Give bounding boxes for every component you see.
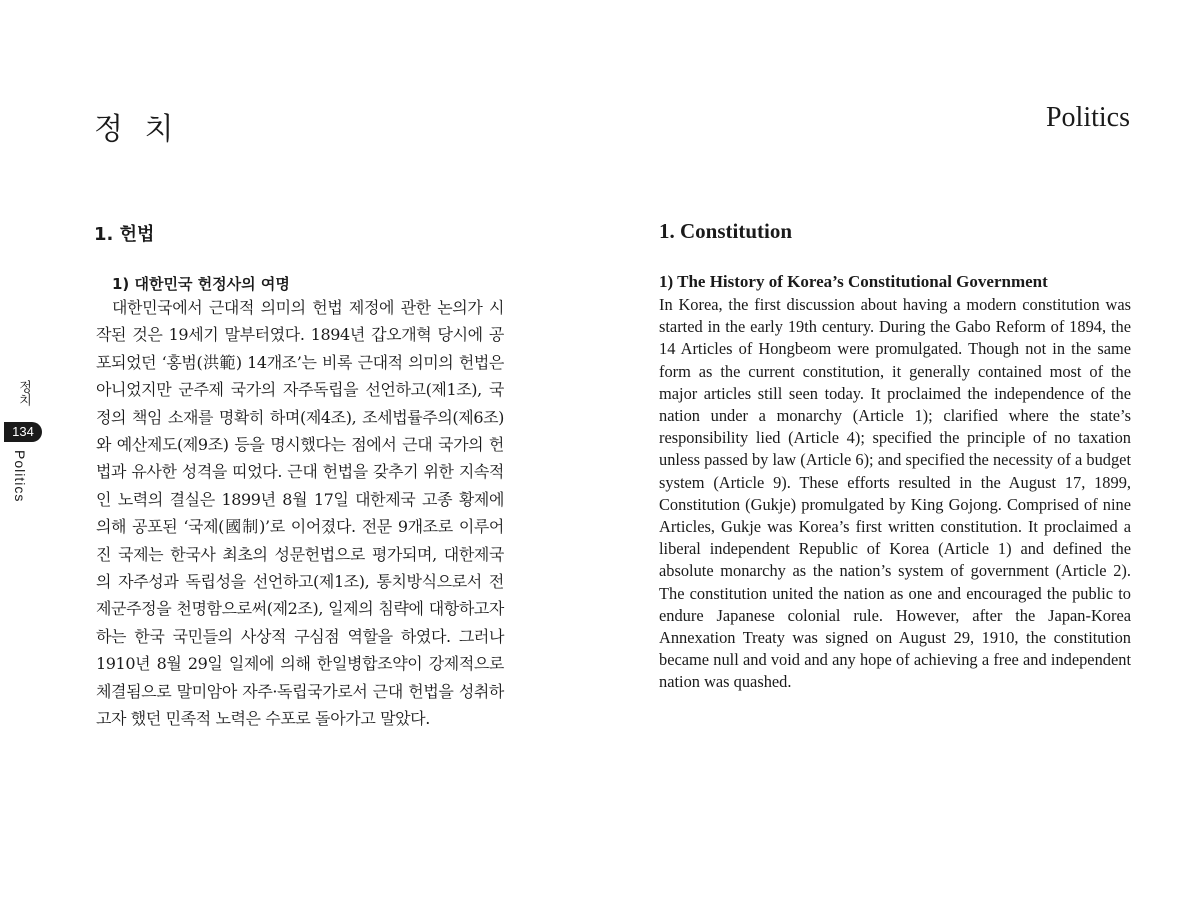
page-number: 134 xyxy=(4,422,42,442)
side-tab xyxy=(4,380,42,510)
korean-body-text: 대한민국에서 근대적 의미의 헌법 제정에 관한 논의가 시작된 것은 19세기 말부터였다. 1894년 갑오개혁 당시에 공포되었던 ‘홍범(洪範) 14개조’는 비록 근대적 의미의 헌법은 아니었지만 군주제 국가의 자주독립을 선언하고(제1조), 국정의 책임 소재를 명확히 하며(제4조), 조세법률주의(제6조)와 예산제도(제9조) 등을 명시했다는 점에서 근대 국가의 헌법과 유사한 성격을 띠었다. 근대 헌법을 갖추기 위한 지속적인 노력의 결실은 1899년 8월 17일 대한제국 고종 황제에 의해 공포된 ‘국제(國制)’로 이어졌다. 전문 9개조로 이루어진 국제는 한국사 최초의 성문헌법으로 평가되며, 대한제국의 자주성과 독립성을 선언하고(제1조), 통치방식으로서 전제군주정을 천명함으로써(제2조), 일제의 침략에 대항하고자 하는 한국 국민들의 사상적 구심점 역할을 하였다. 그러나 1910년 8월 29일 일제에 의해 한일병합조약이 강제적으로 체결됨으로 말미암아 자주·독립국가로서 근대 헌법을 성취하고자 했던 민족적 노력은 수포로 돌아가고 말았다. xyxy=(96,298,504,729)
korean-subsection-heading: 1) 대한민국 헌정사의 여명 xyxy=(112,275,290,293)
english-section-heading: 1. Constitution xyxy=(659,219,793,243)
english-page-title: Politics xyxy=(1045,102,1130,133)
korean-page-title: 정 치 xyxy=(94,112,180,147)
side-tab-english-label: Politics xyxy=(12,450,28,503)
english-body-text: In Korea, the first discussion about having a modern constitution was started in the early 19th century. During the Gabo Reform of 1894, the 14 Articles of Hongbeom were promulgated. Though not in the same form as the current constitution, it generally contained most of the major articles still seen today. It proclaimed the independence of the nation under a monarchy (Article 1); clarified where the state’s responsibility lied (Article 4); specified the principle of no taxation unless passed by law (Article 6); and specified the necessity of a budget system (Article 9). These efforts resulted in the August 17, 1899, Constitution (Gukje) promulgated by King Gojong. Comprised of nine Articles, Gukje was Korea’s first written constitution. It proclaimed a liberal independent Republic of Korea (Article 1) and defined the absolute monarchy as the nation’s system of government (Article 2). The constitution united the nation as one and encouraged the public to endure Japanese colonial rule. However, after the Japan-Korea Annexation Treaty was signed on August 29, 1910, the constitution became null and void and any hope of achieving a free and independent nation was quashed. xyxy=(659,295,1131,692)
korean-section-heading: 1. 헌법 xyxy=(94,224,155,245)
side-tab-korean-label: 정치 xyxy=(16,380,31,406)
english-subsection-heading: 1) The History of Korea’s Constitutional Government xyxy=(659,272,1048,291)
